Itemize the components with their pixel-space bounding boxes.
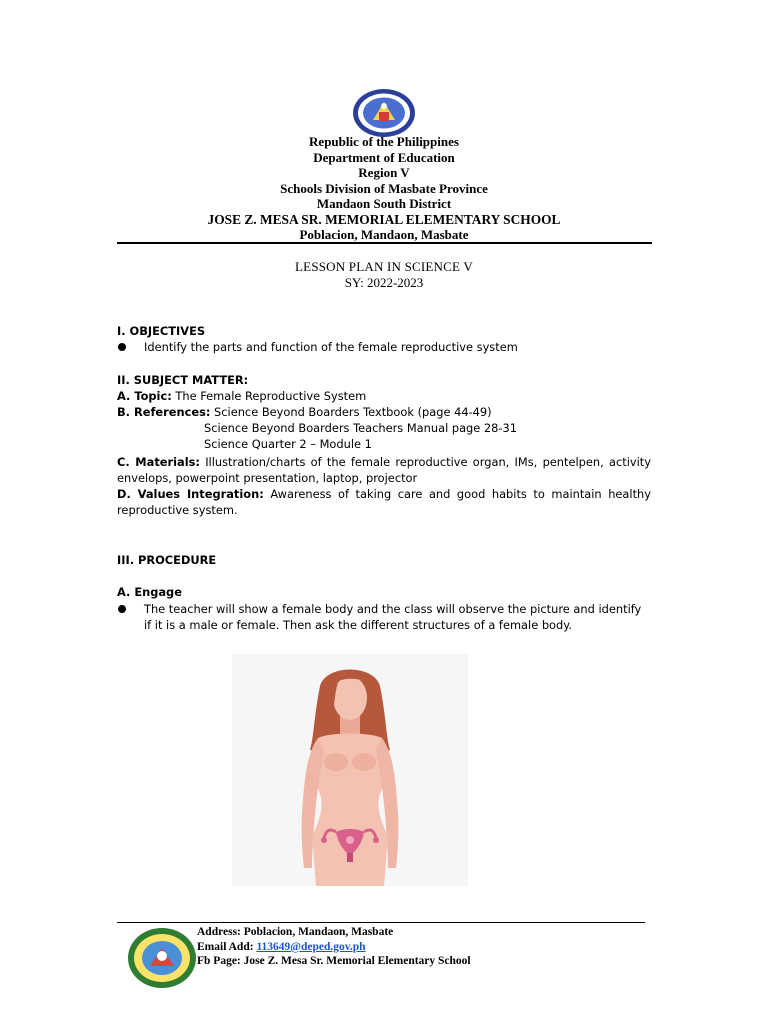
engage-bullet	[118, 605, 126, 613]
topic-label: A. Topic:	[117, 389, 172, 403]
values-label: D. Values Integration:	[117, 487, 264, 501]
header-divider	[117, 242, 652, 244]
footer-email-link[interactable]: 113649@deped.gov.ph	[256, 940, 366, 953]
materials-label: C. Materials:	[117, 455, 200, 469]
header-line-district: Mandaon South District	[316, 196, 452, 211]
footer-divider	[117, 922, 645, 923]
footer-email-label: Email Add:	[197, 940, 254, 953]
header-line-division: Schools Division of Masbate Province	[280, 180, 488, 196]
school-year: SY: 2022-2023	[344, 275, 424, 290]
reference-item: Science Beyond Boarders Teachers Manual page 28-31	[204, 421, 518, 435]
procedure-heading: III. PROCEDURE	[117, 553, 217, 567]
footer-address: Address: Poblacion, Mandaon, Masbate	[197, 926, 394, 938]
footer-fb-page: Fb Page: Jose Z. Mesa Sr. Memorial Elementary School	[197, 955, 471, 967]
references-label: B. References:	[117, 405, 211, 419]
footer-email-line	[197, 940, 471, 955]
header-line-republic: Republic of the Philippines	[309, 134, 459, 149]
deped-seal	[351, 88, 417, 138]
objective-item: Identify the parts and function of the female reproductive system	[144, 340, 518, 354]
engage-text: The teacher will show a female body and the class will observe the picture and identify	[144, 602, 642, 616]
values-line	[117, 487, 651, 501]
reference-item: Science Quarter 2 – Module 1	[204, 437, 372, 451]
values-text: Awareness of taking care and good habits to maintain healthy	[270, 487, 651, 501]
school-name: JOSE Z. MESA SR. MEMORIAL ELEMENTARY SCHOOL	[207, 211, 561, 227]
objectives-heading: I. OBJECTIVES	[117, 324, 206, 338]
engage-heading: A. Engage	[117, 585, 182, 599]
school-address: Poblacion, Mandaon, Masbate	[299, 227, 469, 242]
subject-matter-heading: II. SUBJECT MATTER:	[117, 373, 249, 387]
materials-text: Illustration/charts of the female reproductive organ, IMs, pentelpen, activity	[205, 455, 651, 469]
header-line-region: Region V	[358, 165, 410, 180]
header-line-department: Department of Education	[313, 149, 455, 165]
female-body-illustration	[232, 654, 468, 886]
lesson-plan-title: LESSON PLAN IN SCIENCE V	[295, 259, 473, 274]
materials-text-cont: envelops, powerpoint presentation, laptop, projector	[117, 471, 418, 485]
topic-line	[117, 389, 366, 403]
reference-item: Science Beyond Boarders Textbook (page 44-49)	[214, 405, 492, 419]
references-line	[117, 405, 492, 419]
objective-bullet	[118, 343, 126, 351]
values-text-cont: reproductive system.	[117, 503, 238, 517]
engage-text-cont: if it is a male or female. Then ask the different structures of a female body.	[144, 618, 572, 632]
materials-line	[117, 455, 651, 469]
topic-value: The Female Reproductive System	[175, 389, 367, 403]
school-logo	[126, 926, 198, 990]
